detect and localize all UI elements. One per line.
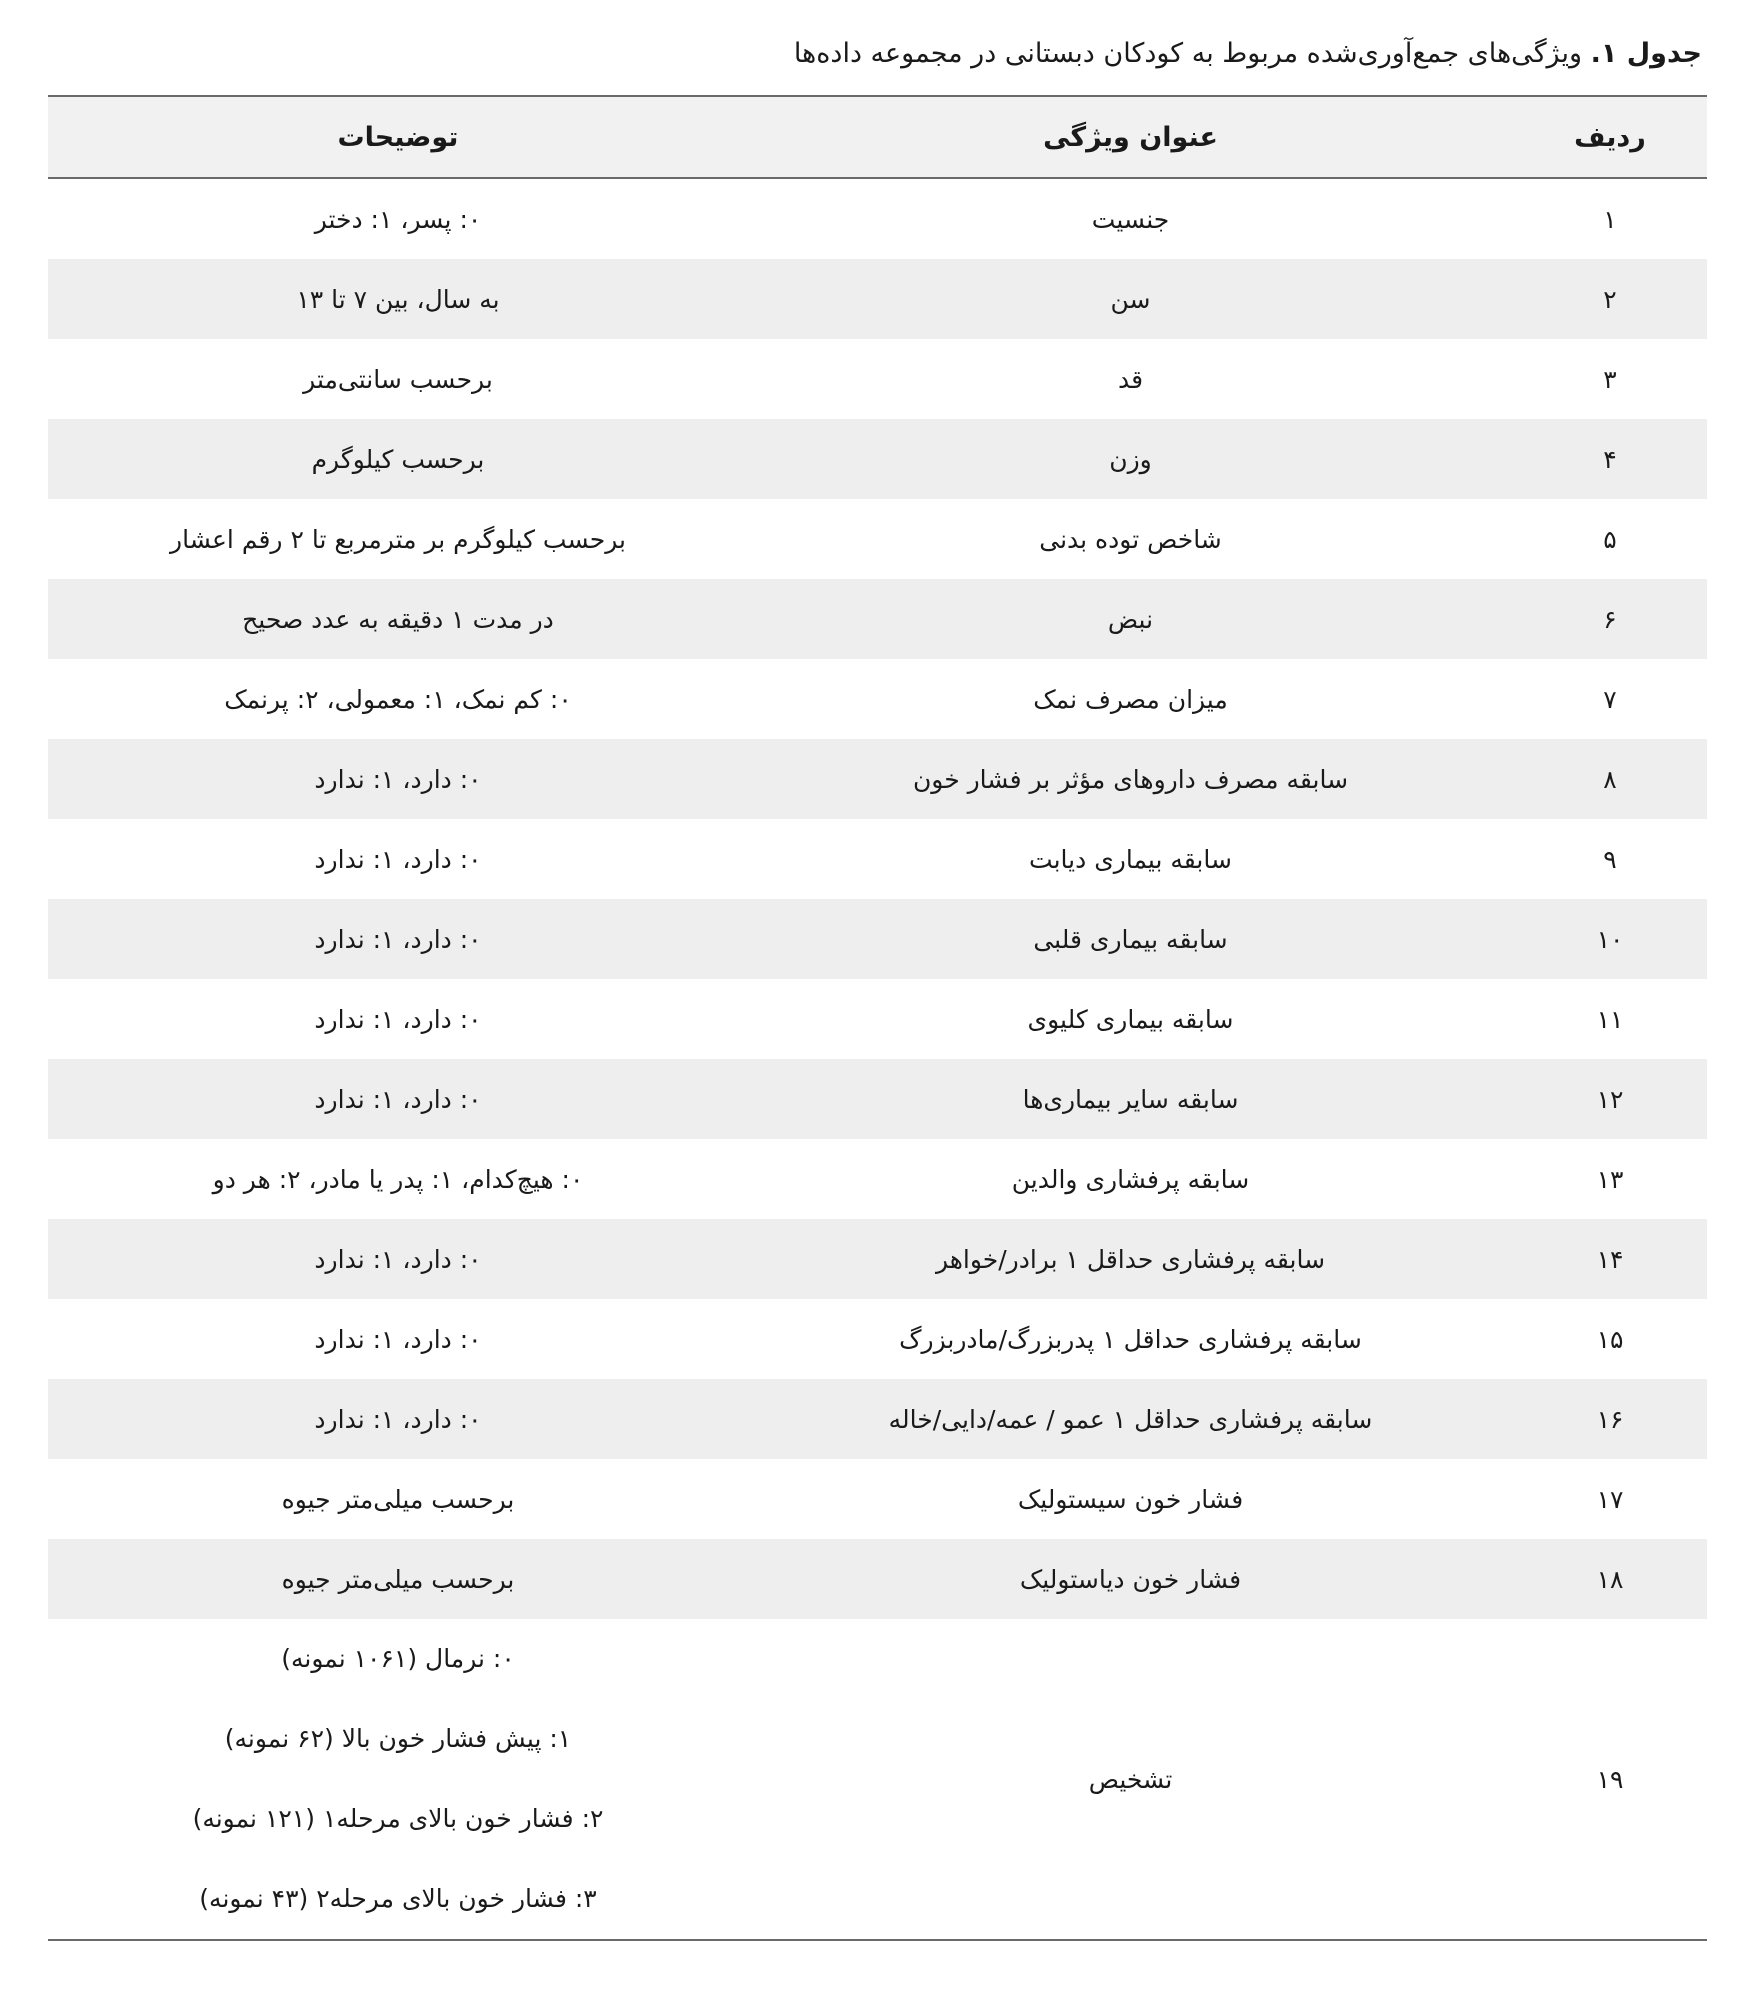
cell-feature: قد: [1117, 364, 1144, 394]
caption-text: ویژگی‌های جمع‌آوری‌شده مربوط به کودکان دبستانی در مجموعه داده‌ها: [793, 38, 1591, 69]
cell-feature: فشار خون دیاستولیک: [1019, 1564, 1242, 1594]
cell-description: ۰: هیچ‌کدام، ۱: پدر یا مادر، ۲: هر دو: [212, 1164, 584, 1194]
cell-description: برحسب سانتی‌متر: [303, 364, 493, 394]
table-row: [48, 419, 1707, 499]
table-row-diagnosis: [48, 1619, 1707, 1940]
cell-row-number: ۱۰: [1596, 924, 1624, 954]
table-row: [48, 1539, 1707, 1619]
caption-label: جدول ۱.: [1590, 38, 1702, 69]
cell-row-number: ۱: [1603, 204, 1617, 234]
table-row: [48, 979, 1707, 1059]
cell-row-number: ۸: [1603, 764, 1617, 794]
cell-feature: سابقه پرفشاری حداقل ۱ برادر/خواهر: [935, 1244, 1326, 1274]
diagnosis-class-2: ۲: فشار خون بالای مرحله۱ (۱۲۱ نمونه): [192, 1804, 604, 1833]
table-row: [48, 1059, 1707, 1139]
cell-feature: جنسیت: [1091, 204, 1170, 234]
features-table: [48, 95, 1707, 1941]
cell-feature: سابقه بیماری قلبی: [1033, 924, 1228, 954]
cell-feature: سابقه مصرف داروهای مؤثر بر فشار خون: [912, 764, 1349, 794]
cell-feature: سابقه پرفشاری حداقل ۱ پدربزرگ/مادربزرگ: [899, 1324, 1362, 1354]
cell-feature: فشار خون سیستولیک: [1017, 1484, 1244, 1514]
cell-row-number: ۱۷: [1596, 1484, 1624, 1514]
cell-description: ۰: دارد، ۱: ندارد: [314, 1084, 482, 1114]
cell-row-number: ۷: [1603, 684, 1617, 714]
cell-feature: شاخص توده بدنی: [1039, 524, 1222, 554]
cell-feature: وزن: [1109, 444, 1152, 474]
cell-description: به سال، بین ۷ تا ۱۳: [296, 284, 500, 314]
table-row: [48, 178, 1707, 259]
cell-description: برحسب کیلوگرم: [311, 444, 485, 474]
table-row: [48, 1219, 1707, 1299]
cell-row-number: ۱۳: [1596, 1164, 1624, 1194]
cell-row-number: ۱۲: [1596, 1084, 1624, 1114]
cell-feature: میزان مصرف نمک: [1033, 684, 1228, 714]
cell-row-number: ۶: [1603, 604, 1617, 634]
diagnosis-class-1: ۱: پیش فشار خون بالا (۶۲ نمونه): [224, 1724, 572, 1753]
cell-feature: سن: [1110, 284, 1151, 314]
cell-row-number: ۹: [1603, 844, 1617, 874]
table-row: [48, 1379, 1707, 1459]
header-feature-title: عنوان ویژگی: [1043, 121, 1218, 153]
cell-feature: نبض: [1107, 604, 1154, 634]
cell-row-number: ۱۸: [1596, 1564, 1624, 1594]
table-row: [48, 819, 1707, 899]
table-row: [48, 259, 1707, 339]
table-body: [48, 178, 1707, 1940]
cell-description: ۰: دارد، ۱: ندارد: [314, 1324, 482, 1354]
header-description: توضیحات: [337, 121, 459, 153]
cell-description: ۰: دارد، ۱: ندارد: [314, 844, 482, 874]
cell-row-number: ۱۵: [1596, 1324, 1624, 1354]
cell-feature: سابقه پرفشاری والدین: [1011, 1164, 1250, 1194]
cell-feature: سابقه سایر بیماری‌ها: [1022, 1084, 1239, 1114]
cell-description: ۰: دارد، ۱: ندارد: [314, 1004, 482, 1034]
cell-description: [48, 1619, 748, 1940]
cell-description: ۰: دارد، ۱: ندارد: [314, 764, 482, 794]
cell-row-number: ۳: [1603, 364, 1617, 394]
table-row: [48, 899, 1707, 979]
cell-description: ۰: دارد، ۱: ندارد: [314, 924, 482, 954]
cell-feature: سابقه پرفشاری حداقل ۱ عمو / عمه/دایی/خاله: [888, 1404, 1373, 1434]
features-table-container: [48, 95, 1707, 1941]
diagnosis-class-3: ۳: فشار خون بالای مرحله۲ (۴۳ نمونه): [199, 1884, 597, 1913]
table-row: [48, 739, 1707, 819]
cell-description: ۰: پسر، ۱: دختر: [314, 204, 482, 234]
cell-row-number: ۱۶: [1596, 1404, 1624, 1434]
cell-feature: سابقه بیماری دیابت: [1029, 844, 1232, 874]
diagnosis-class-0: ۰: نرمال (۱۰۶۱ نمونه): [281, 1644, 515, 1673]
table-row: [48, 1139, 1707, 1219]
table-caption: [45, 34, 1702, 74]
cell-row-number: ۲: [1603, 284, 1617, 314]
cell-description: ۰: دارد، ۱: ندارد: [314, 1244, 482, 1274]
cell-row-number: ۴: [1603, 444, 1617, 474]
cell-feature: تشخیص: [1088, 1764, 1173, 1794]
cell-row-number: ۱۹: [1596, 1764, 1624, 1794]
cell-description: برحسب کیلوگرم بر مترمربع تا ۲ رقم اعشار: [170, 524, 626, 554]
table-row: [48, 339, 1707, 419]
cell-description: برحسب میلی‌متر جیوه: [281, 1564, 515, 1594]
table-row: [48, 659, 1707, 739]
table-row: [48, 1299, 1707, 1379]
cell-description: ۰: دارد، ۱: ندارد: [314, 1404, 482, 1434]
cell-description: در مدت ۱ دقیقه به عدد صحیح: [242, 604, 554, 634]
cell-description: ۰: کم نمک، ۱: معمولی، ۲: پرنمک: [224, 684, 572, 714]
cell-row-number: ۱۴: [1596, 1244, 1624, 1274]
table-row: [48, 1459, 1707, 1539]
cell-description: برحسب میلی‌متر جیوه: [281, 1484, 515, 1514]
cell-feature: سابقه بیماری کلیوی: [1027, 1004, 1234, 1034]
cell-row-number: ۵: [1603, 524, 1617, 554]
table-row: [48, 499, 1707, 579]
cell-row-number: ۱۱: [1596, 1004, 1624, 1034]
header-row-number: ردیف: [1574, 121, 1646, 153]
table-header-row: [48, 96, 1707, 178]
table-row: [48, 579, 1707, 659]
